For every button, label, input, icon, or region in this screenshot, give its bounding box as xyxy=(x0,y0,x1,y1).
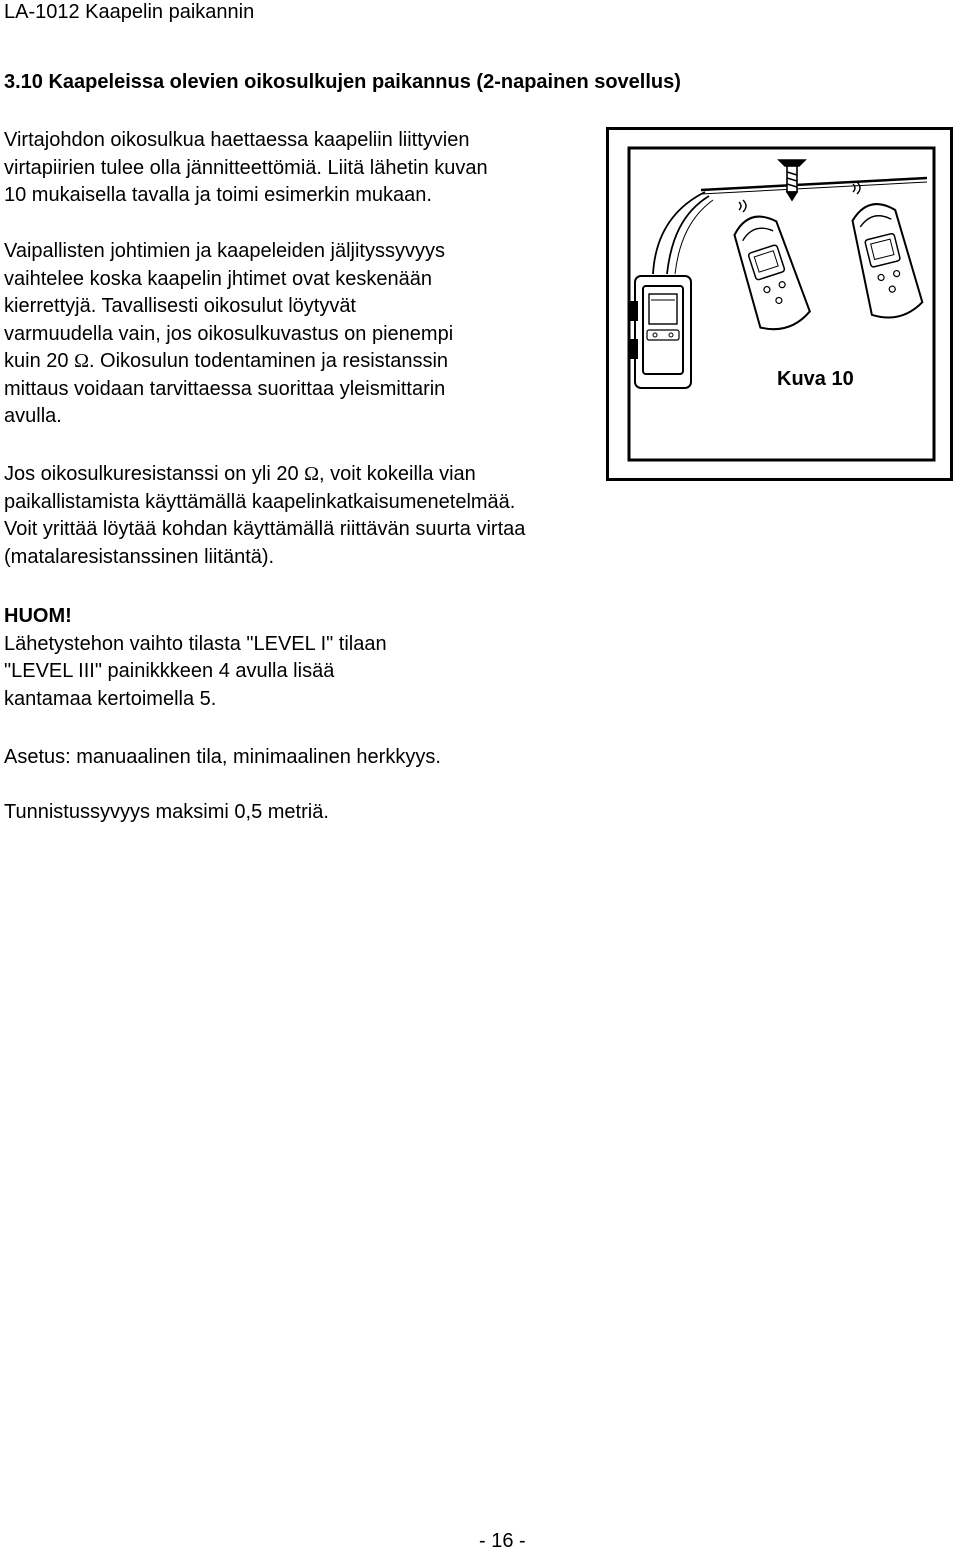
paragraph-line xyxy=(4,348,453,376)
paragraph-line: Voit yrittää löytää kohdan käyttämällä riittävän suurta virtaa xyxy=(4,518,526,540)
note-line: "LEVEL III" painikkkeen 4 avulla lisää xyxy=(4,660,335,682)
note-line: Lähetystehon vaihto tilasta "LEVEL I" tilaan xyxy=(4,632,387,655)
figure-caption: Kuva 10 xyxy=(777,368,854,390)
receiver-icon xyxy=(846,198,924,322)
paragraph-line: paikallistamista käyttämällä kaapelinkatkaisumenetelmää. xyxy=(4,490,516,513)
test-lead xyxy=(667,196,709,274)
paragraph-line: Virtajohdon oikosulkua haettaessa kaapeliin liittyvien xyxy=(4,129,470,151)
transmitter-icon xyxy=(631,276,691,388)
setting-text xyxy=(4,744,441,772)
screw-icon xyxy=(779,160,805,200)
section-title: 3.10 Kaapeleissa olevien oikosulkujen paikannus (2-napainen sovellus) xyxy=(4,71,681,93)
omega-symbol: Ω xyxy=(304,463,320,485)
note-line: kantamaa kertoimella 5. xyxy=(4,687,217,710)
document-header: LA-1012 Kaapelin paikannin xyxy=(4,1,255,23)
note-heading: HUOM! xyxy=(4,605,72,627)
text-fragment: , voit kokeilla vian xyxy=(319,463,476,485)
paragraph-line: varmuudella vain, jos oikosulkuvastus on pienempi xyxy=(4,322,454,345)
cable-locator-illustration xyxy=(609,130,950,478)
paragraph-line xyxy=(4,461,525,489)
setting-line: Asetus: manuaalinen tila, minimaalinen herkkyys. xyxy=(4,746,441,768)
text-fragment: . Oikosulun todentaminen ja resistanssin xyxy=(88,350,449,372)
note-block xyxy=(4,603,387,713)
paragraph-intro xyxy=(4,127,488,210)
paragraph-line: kierrettyjä. Tavallisesti oikosulut löytyvät xyxy=(4,295,356,317)
receiver-icon xyxy=(727,210,812,335)
paragraph-depth xyxy=(4,238,453,431)
text-fragment: kuin 20 xyxy=(4,350,75,372)
paragraph-resistance xyxy=(4,461,525,571)
detection-line: Tunnistussyvyys maksimi 0,5 metriä. xyxy=(4,801,329,823)
test-lead xyxy=(675,200,713,274)
paragraph-line: vaihtelee koska kaapelin jhtimet ovat keskenään xyxy=(4,267,433,290)
paragraph-line: (matalaresistanssinen liitäntä). xyxy=(4,545,275,568)
page-number: - 16 - xyxy=(479,1530,526,1552)
paragraph-line: avulla. xyxy=(4,405,62,427)
paragraph-line: mittaus voidaan tarvittaessa suorittaa yleismittarin xyxy=(4,377,446,400)
paragraph-line: virtapiirien tulee olla jännitteettömiä. Liitä lähetin kuvan xyxy=(4,156,488,179)
figure-10 xyxy=(606,127,953,481)
paragraph-line: 10 mukaisella tavalla ja toimi esimerkin mukaan. xyxy=(4,184,432,206)
text-fragment: Jos oikosulkuresistanssi on yli 20 xyxy=(4,463,305,485)
paragraph-line: Vaipallisten johtimien ja kaapeleiden jäljityssyvyys xyxy=(4,240,445,262)
omega-symbol: Ω xyxy=(74,350,89,372)
detection-depth-text xyxy=(4,799,329,827)
